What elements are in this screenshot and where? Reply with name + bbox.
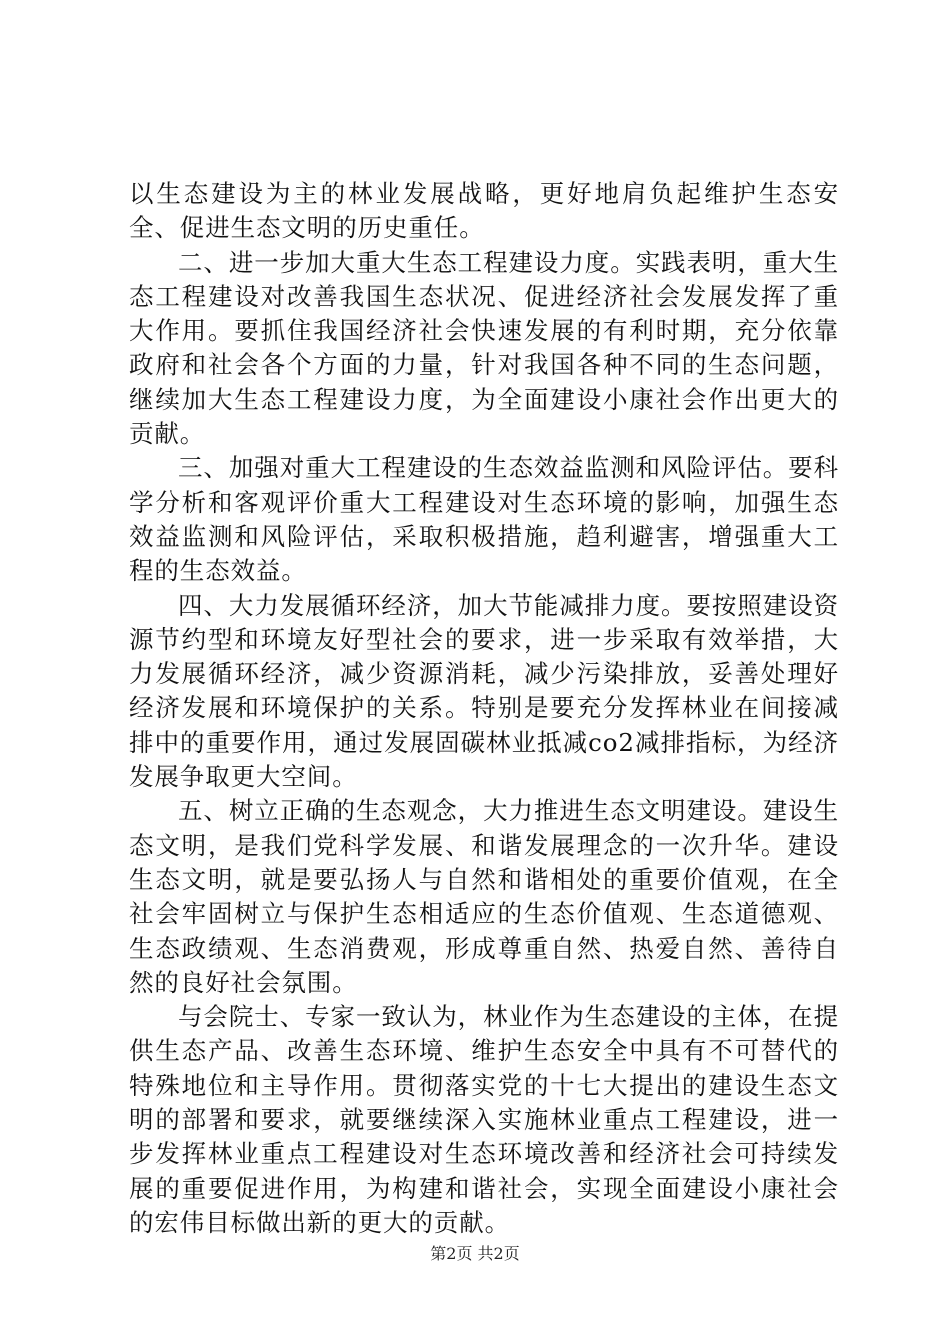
- page-number-footer: 第2页 共2页: [430, 1244, 520, 1263]
- document-body: [129, 177, 839, 1240]
- paragraph-item-3: 三、加强对重大工程建设的生态效益监测和风险评估。要科学分析和客观评价重大工程建设对生态环境的影响，加强生态效益监测和风险评估，采取积极措施，趋利避害，增强重大工程的生态效益。: [129, 453, 839, 586]
- paragraph-item-4: 四、大力发展循环经济，加大节能减排力度。要按照建设资源节约型和环境友好型社会的要求，进一步采取有效举措，大力发展循环经济，减少资源消耗，减少污染排放，妥善处理好经济发展和环境保护的关系。特别是要充分发挥林业在间接减排中的重要作用，通过发展固碳林业抵减co2减排指标，为经济发展争取更大空间。: [129, 590, 839, 792]
- paragraph-item-5: 五、树立正确的生态观念，大力推进生态文明建设。建设生态文明，是我们党科学发展、和谐发展理念的一次升华。建设生态文明，就是要弘扬人与自然和谐相处的重要价值观，在全社会牢固树立与保护生态相适应的生态价值观、生态道德观、生态政绩观、生态消费观，形成尊重自然、热爱自然、善待自然的良好社会氛围。: [129, 796, 839, 997]
- paragraph-continuation: 以生态建设为主的林业发展战略，更好地肩负起维护生态安全、促进生态文明的历史重任。: [129, 179, 839, 243]
- paragraph-conclusion: 与会院士、专家一致认为，林业作为生态建设的主体，在提供生态产品、改善生态环境、维护生态安全中具有不可替代的特殊地位和主导作用。贯彻落实党的十七大提出的建设生态文明的部署和要求，就要继续深入实施林业重点工程建设，进一步发挥林业重点工程建设对生态环境改善和经济社会可持续发展的重要促进作用，为构建和谐社会，实现全面建设小康社会的宏伟目标做出新的更大的贡献。: [129, 1002, 839, 1237]
- paragraph-item-2: 二、进一步加大重大生态工程建设力度。实践表明，重大生态工程建设对改善我国生态状况、促进经济社会发展发挥了重大作用。要抓住我国经济社会快速发展的有利时期，充分依靠政府和社会各个方面的力量，针对我国各种不同的生态问题，继续加大生态工程建设力度，为全面建设小康社会作出更大的贡献。: [129, 247, 839, 449]
